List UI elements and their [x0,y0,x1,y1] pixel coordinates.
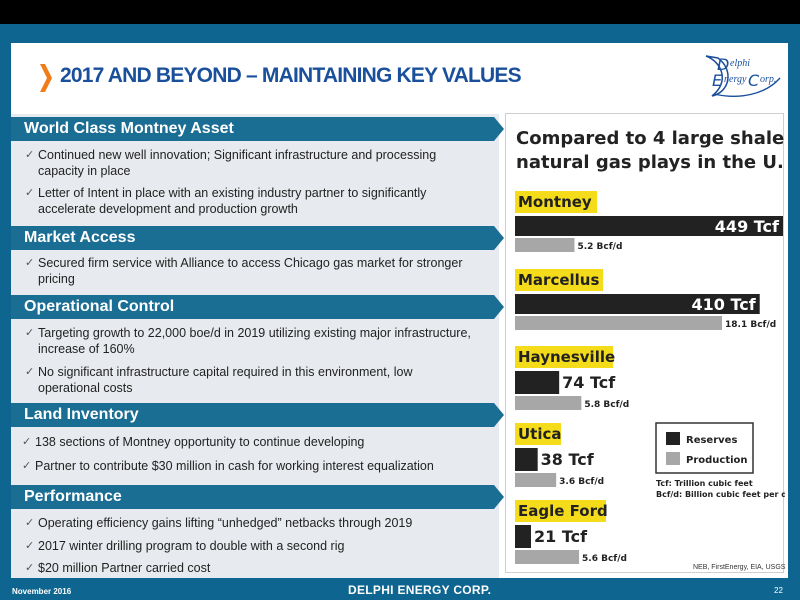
list-item: ✓ Continued new well innovation; Significant infrastructure and processing capacity in place [25,148,437,178]
list-item: ✓ $20 million Partner carried cost [25,561,211,575]
category-label: Utica [518,425,562,443]
category-label: Haynesville [518,348,616,366]
reserves-label: 74 Tcf [562,373,616,392]
category-label: Marcellus [518,271,600,289]
shale-comparison-chart [505,113,784,573]
check-icon: ✓ [25,366,35,378]
production-label: 3.6 Bcf/d [559,477,605,487]
check-icon: ✓ [22,436,32,448]
top-bar [0,0,800,24]
check-icon: ✓ [25,257,35,269]
production-label: 5.6 Bcf/d [582,554,627,564]
list-item: ✓ Secured firm service with Alliance to access Chicago gas market for stronger pricing [25,256,463,286]
legend-label-reserves: Reserves [686,435,738,446]
production-bar [515,238,574,252]
check-icon: ✓ [25,540,35,552]
unit-note: Tcf: Trillion cubic feet [656,479,753,488]
check-icon: ✓ [25,327,35,339]
logo-word-2: nergy [724,74,747,85]
page-number: 22 [774,586,783,595]
reserves-label: 410 Tcf [691,295,756,314]
reserves-label: 38 Tcf [540,450,594,469]
reserves-label: 21 Tcf [534,527,588,546]
slide-title: 2017 AND BEYOND – MAINTAINING KEY VALUES [60,64,521,87]
chart-svg [506,114,785,574]
list-item: ✓ 2017 winter drilling program to double with a second rig [25,539,345,553]
check-icon: ✓ [25,149,35,161]
list-item: ✓ 138 sections of Montney opportunity to continue developing [22,435,365,449]
reserves-bar [515,371,559,394]
svg-text:C: C [748,71,760,90]
legend-label-production: Production [686,455,748,466]
production-bar [515,316,722,330]
footer-company: DELPHI ENERGY CORP. [348,583,492,597]
production-bar [515,396,581,410]
logo-word-1: elphi [730,58,750,69]
unit-note: Bcf/d: Billion cubic feet per day [656,490,785,499]
check-icon: ✓ [25,517,35,529]
chart-title-line2: natural gas plays in the U.S [516,152,785,173]
footer-date: November 2016 [12,587,72,596]
reserves-bar [515,448,538,471]
section-heading-market-access: Market Access [11,226,494,250]
chevron-icon [40,64,52,92]
source-note: NEB, FirstEnergy, EIA, USGS [693,564,786,571]
list-item: ✓ Operating efficiency gains lifting “unhedged” netbacks through 2019 [25,516,413,530]
chart-title: Compared to 4 large shale [516,128,785,149]
category-label: Montney [518,193,592,211]
section-heading-montney: World Class Montney Asset [11,117,494,141]
reserves-label: 449 Tcf [714,217,779,236]
logo-word-3: orp. [760,74,777,85]
list-item: ✓ No significant infrastructure capital required in this environment, low operational costs [25,365,413,395]
production-label: 18.1 Bcf/d [725,320,777,330]
list-item: ✓ Letter of Intent in place with an existing industry partner to significantly accelerate development and production growth [25,186,427,216]
check-icon: ✓ [22,460,32,472]
company-logo [700,48,782,102]
legend-swatch-production [666,452,680,465]
reserves-bar [515,525,531,548]
production-label: 5.8 Bcf/d [584,400,630,410]
svg-text:D: D [717,55,730,74]
section-heading-land-inventory: Land Inventory [11,403,494,427]
check-icon: ✓ [25,562,35,574]
check-icon: ✓ [25,187,35,199]
category-label: Eagle Ford [518,502,608,520]
section-heading-performance: Performance [11,485,494,509]
svg-text:E: E [712,71,723,90]
production-label: 5.2 Bcf/d [577,242,623,252]
legend-swatch-reserves [666,432,680,445]
section-heading-operational-control: Operational Control [11,295,494,319]
production-bar [515,550,579,564]
production-bar [515,473,556,487]
list-item: ✓ Targeting growth to 22,000 boe/d in 2019 utilizing existing major infrastructure, increase of 160% [25,326,471,356]
list-item: ✓ Partner to contribute $30 million in cash for working interest equalization [22,459,434,473]
